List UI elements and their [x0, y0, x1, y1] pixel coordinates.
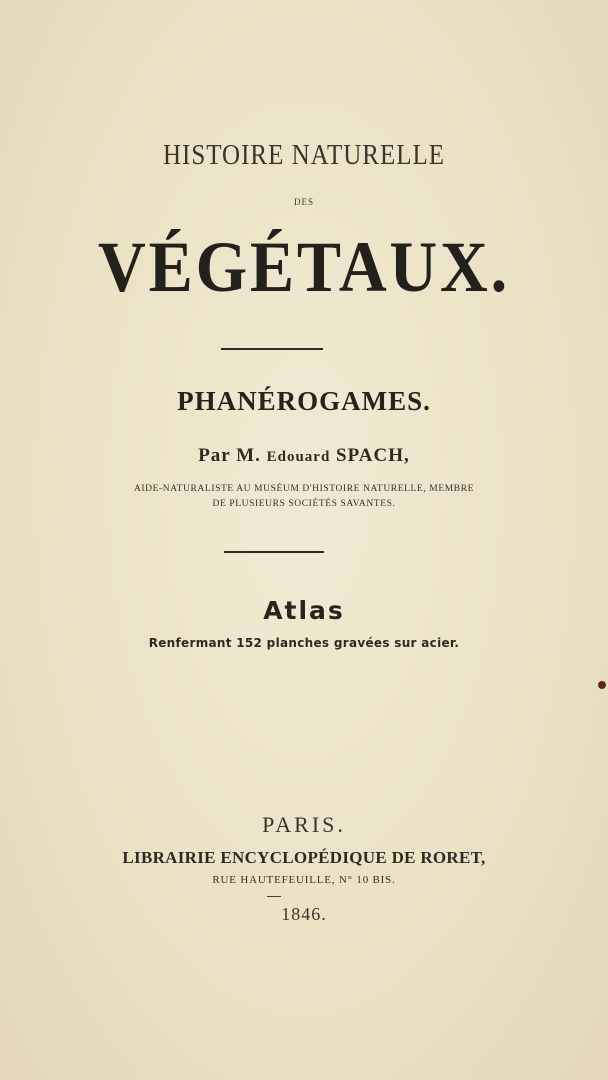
atlas-description: Renfermant 152 planches gravées sur acier. [148, 636, 460, 650]
publisher-address: RUE HAUTEFEUILLE, N° 10 BIS. [212, 874, 396, 886]
divider-rule [221, 348, 323, 350]
publication-city: PARIS. [262, 812, 346, 837]
series-title: HISTOIRE NATURELLE [162, 139, 446, 171]
author-affiliation [0, 482, 608, 512]
main-title: VÉGÉTAUX. [98, 227, 510, 307]
publication-year: 1846. [281, 904, 327, 924]
date-rule [267, 896, 281, 897]
author-last-name: SPACH, [336, 445, 410, 466]
affiliation-line-1: AIDE-NATURALISTE AU MUSÉUM D'HISTOIRE NATURELLE, MEMBRE [133, 484, 475, 494]
title-connector: DES [293, 197, 314, 207]
atlas-title: Atlas [263, 596, 345, 625]
author-prefix: Par [198, 445, 231, 466]
author-first-name: Edouard [266, 449, 331, 465]
author-line [0, 445, 608, 467]
affiliation-line-2: DE PLUSIEURS SOCIÉTÉS SAVANTES. [212, 499, 396, 509]
ink-spot [598, 681, 606, 689]
publisher-name: LIBRAIRIE ENCYCLOPÉDIQUE DE RORET, [122, 848, 486, 867]
subtitle: PHANÉROGAMES. [177, 386, 431, 416]
divider-rule [224, 551, 324, 553]
author-initial: M. [236, 445, 261, 466]
